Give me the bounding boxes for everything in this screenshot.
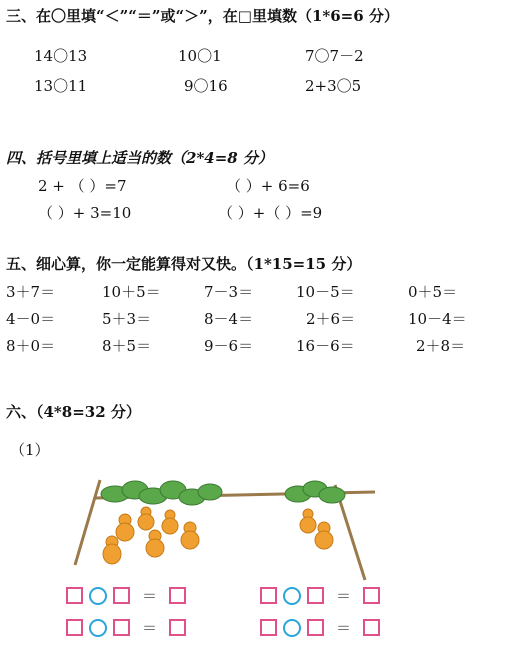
compare-item: 13〇11 [34, 77, 88, 95]
answer-box[interactable] [66, 619, 83, 636]
answer-box[interactable] [66, 587, 83, 604]
result-box[interactable] [169, 619, 186, 636]
compare-item: 9〇16 [184, 77, 228, 95]
section-3-title: 三、在〇里填“＜”“＝”或“＞”，在□里填数（1*6=6 分） [6, 7, 399, 25]
answer-box[interactable] [113, 619, 130, 636]
operator-circle[interactable] [283, 587, 301, 605]
gourds-right [300, 509, 333, 549]
operator-circle[interactable] [283, 619, 301, 637]
operator-circle[interactable] [89, 619, 107, 637]
answer-box[interactable] [307, 619, 324, 636]
leaves-left [101, 481, 222, 505]
equals-sign: ＝ [336, 619, 352, 637]
calc-item: 3＋7＝ [6, 283, 56, 301]
equals-sign: ＝ [142, 619, 158, 637]
answer-box[interactable] [307, 587, 324, 604]
gourds-left [103, 507, 199, 564]
compare-item: 7〇7－2 [305, 47, 364, 65]
fill-item: （ ）+（ ）=9 [218, 204, 323, 222]
fill-item: （ ）+ 3=10 [38, 204, 132, 222]
section-5-title: 五、细心算，你一定能算得对又快。（1*15=15 分） [6, 255, 362, 273]
section-6-title: 六、（4*8=32 分） [6, 403, 141, 421]
pole [75, 480, 100, 565]
result-box[interactable] [363, 619, 380, 636]
calc-item: 9－6＝ [204, 337, 254, 355]
equation-row [260, 617, 380, 638]
calc-item: 8＋5＝ [102, 337, 152, 355]
equals-sign: ＝ [142, 587, 158, 605]
compare-item: 2+3〇5 [305, 77, 362, 95]
equation-row [260, 585, 380, 606]
equation-row [66, 585, 186, 606]
result-box[interactable] [169, 587, 186, 604]
compare-item: 14〇13 [34, 47, 88, 65]
calc-item: 10－4＝ [408, 310, 467, 328]
calc-item: 8＋0＝ [6, 337, 56, 355]
result-box[interactable] [363, 587, 380, 604]
calc-item: 0＋5＝ [408, 283, 458, 301]
equals-sign: ＝ [336, 587, 352, 605]
calc-item: 8－4＝ [204, 310, 254, 328]
calc-item: 2＋8＝ [416, 337, 466, 355]
section-4-title-text: 四、括号里填上适当的数（2*4=8 分） [6, 149, 273, 167]
section-4-title [6, 148, 273, 168]
calc-item: 10＋5＝ [102, 283, 161, 301]
compare-item: 10〇1 [178, 47, 222, 65]
leaves-right [285, 481, 345, 503]
calc-item: 2＋6＝ [306, 310, 356, 328]
equation-row [66, 617, 186, 638]
calc-item: 7－3＝ [204, 283, 254, 301]
operator-circle[interactable] [89, 587, 107, 605]
calc-item: 16－6＝ [296, 337, 355, 355]
calc-item: 4－0＝ [6, 310, 56, 328]
answer-box[interactable] [113, 587, 130, 604]
fill-item: 2 + （ ）=7 [38, 177, 127, 195]
fill-item: （ ）+ 6=6 [226, 177, 310, 195]
calc-item: 10－5＝ [296, 283, 355, 301]
answer-box[interactable] [260, 619, 277, 636]
subquestion-label: （1） [10, 441, 50, 459]
answer-box[interactable] [260, 587, 277, 604]
calc-item: 5＋3＝ [102, 310, 152, 328]
